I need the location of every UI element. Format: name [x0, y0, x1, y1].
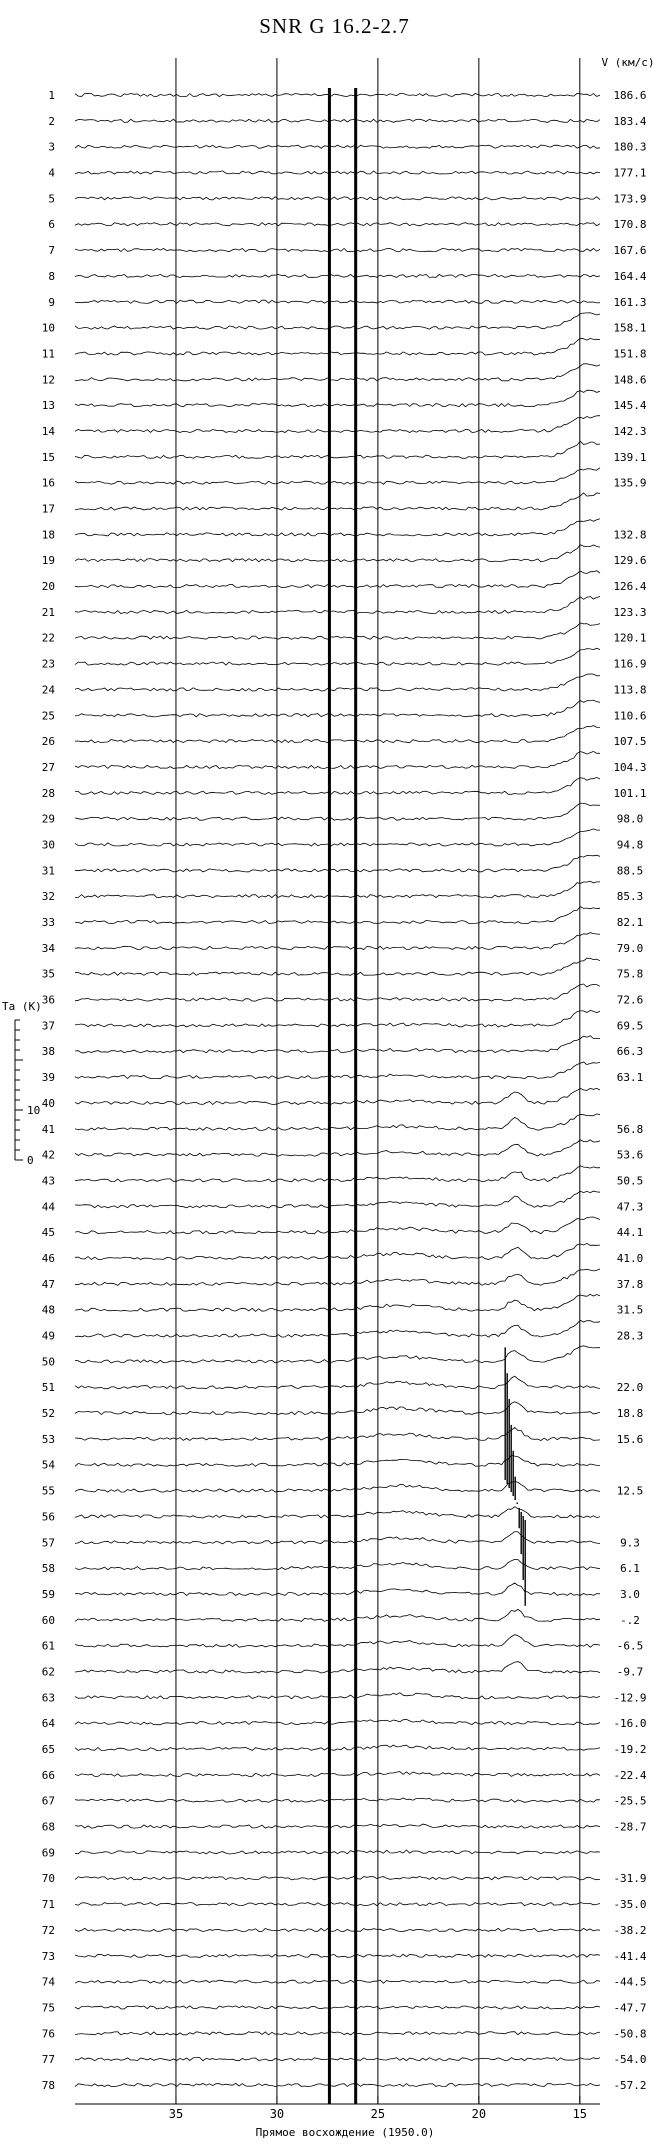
- velocity-label-73: -41.4: [613, 1949, 647, 1963]
- row-number-63: 63: [41, 1691, 55, 1705]
- velocity-label-26: 107.5: [613, 735, 647, 749]
- row-number-65: 65: [41, 1743, 55, 1757]
- spectrum-row-27: [75, 751, 600, 768]
- velocity-label-61: -6.5: [616, 1639, 644, 1653]
- row-number-7: 7: [48, 244, 55, 258]
- spectrum-row-15: [75, 441, 600, 458]
- row-number-23: 23: [41, 657, 55, 671]
- ta-scale-tick-label-0: 0: [27, 1154, 34, 1167]
- spectrum-row-16: [75, 468, 600, 484]
- spectrum-row-74: [75, 1980, 600, 1983]
- spectrum-row-21: [75, 597, 600, 614]
- spectrum-row-26: [75, 726, 600, 743]
- spectrum-row-28: [75, 777, 600, 794]
- row-number-69: 69: [41, 1846, 55, 1860]
- velocity-label-7: 167.6: [613, 244, 647, 258]
- spectrum-row-78: [75, 2083, 600, 2086]
- row-number-59: 59: [41, 1587, 55, 1601]
- spectrum-row-54: [75, 1455, 600, 1466]
- spectrum-row-66: [75, 1772, 600, 1777]
- row-number-54: 54: [41, 1458, 55, 1472]
- velocity-label-33: 82.1: [616, 916, 644, 930]
- velocity-label-78: -57.2: [613, 2079, 647, 2092]
- row-number-38: 38: [41, 1045, 55, 1059]
- velocity-label-10: 158.1: [613, 321, 647, 335]
- row-number-72: 72: [41, 1923, 55, 1937]
- spectrum-row-9: [75, 300, 600, 303]
- spectrum-row-70: [75, 1876, 600, 1879]
- velocity-label-35: 75.8: [616, 967, 644, 981]
- spectrum-row-33: [75, 907, 600, 924]
- row-number-1: 1: [48, 89, 55, 102]
- velocity-label-47: 37.8: [616, 1277, 644, 1291]
- row-number-61: 61: [41, 1639, 55, 1653]
- row-number-56: 56: [41, 1510, 55, 1524]
- velocity-labels: [613, 89, 646, 2092]
- velocity-label-44: 47.3: [616, 1200, 644, 1214]
- row-number-14: 14: [41, 424, 55, 438]
- spectrum-row-40: [75, 1088, 600, 1104]
- spectrum-row-64: [75, 1719, 600, 1724]
- velocity-label-32: 85.3: [616, 890, 644, 904]
- spectrum-row-44: [75, 1191, 600, 1208]
- velocity-label-68: -28.7: [613, 1820, 647, 1834]
- row-number-60: 60: [41, 1613, 55, 1627]
- spectrum-row-1: [75, 93, 600, 96]
- row-number-26: 26: [41, 735, 55, 749]
- row-number-17: 17: [41, 502, 55, 516]
- velocity-label-6: 170.8: [613, 218, 647, 232]
- spectrum-row-68: [75, 1824, 600, 1828]
- spectrum-row-10: [75, 313, 600, 329]
- spectrum-row-45: [75, 1217, 600, 1234]
- spectrum-row-65: [75, 1745, 600, 1751]
- spectrum-row-20: [75, 571, 600, 588]
- velocity-label-16: 135.9: [613, 476, 647, 490]
- velocity-label-22: 120.1: [613, 631, 647, 645]
- velocity-label-2: 183.4: [613, 114, 647, 128]
- spectrum-row-31: [75, 855, 600, 872]
- row-number-36: 36: [41, 993, 55, 1007]
- spectrum-row-18: [75, 519, 600, 536]
- spectrum-row-12: [75, 364, 600, 381]
- row-number-10: 10: [41, 321, 55, 335]
- vertical-grid-lines: [176, 58, 580, 2104]
- velocity-label-31: 88.5: [616, 864, 644, 878]
- velocity-label-12: 148.6: [613, 373, 647, 387]
- ta-scale-label: Ta (K): [2, 1000, 42, 1013]
- row-number-16: 16: [41, 476, 55, 490]
- velocity-label-63: -12.9: [613, 1691, 647, 1705]
- row-number-13: 13: [41, 399, 55, 413]
- spectrum-row-29: [75, 803, 600, 820]
- velocity-label-51: 22.0: [616, 1381, 644, 1395]
- spectrum-row-77: [75, 2058, 600, 2061]
- velocity-label-64: -16.0: [613, 1717, 647, 1731]
- velocity-label-9: 161.3: [613, 295, 647, 309]
- row-number-77: 77: [41, 2053, 55, 2067]
- velocity-label-48: 31.5: [616, 1303, 644, 1317]
- row-number-6: 6: [48, 218, 55, 232]
- spectrum-row-43: [75, 1166, 600, 1182]
- row-number-4: 4: [48, 166, 55, 180]
- velocity-label-21: 123.3: [613, 605, 647, 619]
- velocity-label-38: 66.3: [616, 1045, 644, 1059]
- spectrum-row-50: [75, 1346, 600, 1363]
- spectrum-row-71: [75, 1903, 600, 1906]
- spectrum-row-14: [75, 416, 600, 433]
- velocity-label-72: -38.2: [613, 1923, 647, 1937]
- x-axis-label: Прямое восхождение (1950.0): [255, 2126, 435, 2139]
- velocity-label-41: 56.8: [616, 1122, 644, 1136]
- spectrum-row-3: [75, 145, 600, 148]
- row-number-68: 68: [41, 1820, 55, 1834]
- row-number-18: 18: [41, 528, 55, 542]
- spectrum-row-72: [75, 1928, 600, 1931]
- spectrum-row-34: [75, 933, 600, 950]
- spectrum-row-5: [75, 197, 600, 200]
- row-number-75: 75: [41, 2001, 55, 2015]
- velocity-label-23: 116.9: [613, 657, 647, 671]
- row-number-32: 32: [41, 890, 55, 904]
- row-number-37: 37: [41, 1019, 55, 1033]
- spectrum-row-52: [75, 1402, 600, 1415]
- velocity-label-71: -35.0: [613, 1898, 647, 1912]
- spectrum-row-63: [75, 1693, 600, 1699]
- row-number-41: 41: [41, 1122, 55, 1136]
- row-number-9: 9: [48, 295, 55, 309]
- row-number-28: 28: [41, 786, 55, 800]
- velocity-label-57: 9.3: [620, 1536, 640, 1550]
- row-number-21: 21: [41, 605, 55, 619]
- velocity-label-3: 180.3: [613, 140, 647, 154]
- row-number-20: 20: [41, 580, 55, 594]
- spectrum-row-17: [75, 493, 600, 510]
- ta-scale-tick-label-10: 10: [27, 1104, 41, 1117]
- row-number-27: 27: [41, 760, 55, 774]
- spectrum-row-76: [75, 2032, 600, 2035]
- row-number-43: 43: [41, 1174, 55, 1188]
- row-number-55: 55: [41, 1484, 55, 1498]
- row-number-76: 76: [41, 2027, 55, 2041]
- row-number-64: 64: [41, 1717, 55, 1731]
- spectrum-row-13: [75, 390, 600, 407]
- spectrum-row-37: [75, 1010, 600, 1027]
- spectrum-row-2: [75, 119, 600, 122]
- velocity-label-15: 139.1: [613, 450, 647, 464]
- row-number-51: 51: [41, 1381, 55, 1395]
- row-number-67: 67: [41, 1794, 55, 1808]
- row-number-11: 11: [41, 347, 55, 361]
- x-tick-label-20: 20: [471, 2107, 487, 2121]
- x-tick-label-15: 15: [572, 2107, 588, 2121]
- velocity-label-42: 53.6: [616, 1148, 644, 1162]
- velocity-label-60: -.2: [620, 1613, 640, 1627]
- row-number-47: 47: [41, 1277, 55, 1291]
- row-number-66: 66: [41, 1768, 55, 1782]
- row-number-58: 58: [41, 1562, 55, 1576]
- velocity-label-19: 129.6: [613, 554, 647, 568]
- x-tick-label-25: 25: [370, 2107, 386, 2121]
- spectrum-row-23: [75, 648, 600, 665]
- velocity-label-70: -31.9: [613, 1872, 647, 1886]
- row-number-74: 74: [41, 1975, 55, 1989]
- spectrum-row-8: [75, 274, 600, 277]
- velocity-label-11: 151.8: [613, 347, 647, 361]
- velocity-label-13: 145.4: [613, 399, 647, 413]
- spectrum-row-53: [75, 1428, 600, 1441]
- velocity-label-55: 12.5: [616, 1484, 644, 1498]
- row-number-45: 45: [41, 1226, 55, 1240]
- velocity-label-43: 50.5: [616, 1174, 644, 1188]
- velocity-label-53: 15.6: [616, 1432, 644, 1446]
- spectrum-row-41: [75, 1114, 600, 1131]
- ta-scale-bar: [2, 1000, 42, 1167]
- spectrum-row-42: [75, 1140, 600, 1156]
- velocity-header: V (км/с): [601, 56, 655, 69]
- row-number-50: 50: [41, 1355, 55, 1369]
- row-number-5: 5: [48, 192, 55, 206]
- row-number-46: 46: [41, 1251, 55, 1265]
- spectrum-row-22: [75, 623, 600, 639]
- velocity-label-74: -44.5: [613, 1975, 647, 1989]
- velocity-label-52: 18.8: [616, 1407, 644, 1421]
- velocity-label-4: 177.1: [613, 166, 647, 180]
- velocity-label-62: -9.7: [616, 1665, 644, 1679]
- velocity-label-58: 6.1: [620, 1562, 640, 1576]
- velocity-label-25: 110.6: [613, 709, 647, 723]
- spectrum-row-60: [75, 1609, 600, 1621]
- velocity-label-8: 164.4: [613, 269, 647, 283]
- velocity-label-39: 63.1: [616, 1071, 644, 1085]
- row-number-78: 78: [41, 2079, 55, 2092]
- velocity-label-37: 69.5: [616, 1019, 644, 1033]
- spectrum-row-47: [75, 1269, 600, 1285]
- velocity-label-34: 79.0: [616, 941, 644, 955]
- row-number-12: 12: [41, 373, 55, 387]
- spectrum-row-38: [75, 1036, 600, 1053]
- row-number-24: 24: [41, 683, 55, 697]
- spectrum-row-58: [75, 1559, 600, 1569]
- row-number-49: 49: [41, 1329, 55, 1343]
- row-number-44: 44: [41, 1200, 55, 1214]
- spectrum-row-36: [75, 984, 600, 1001]
- velocity-label-66: -22.4: [613, 1768, 647, 1782]
- row-number-48: 48: [41, 1303, 55, 1317]
- row-number-52: 52: [41, 1407, 55, 1421]
- spectrum-row-32: [75, 881, 600, 898]
- row-number-labels: [42, 89, 56, 2092]
- spectrum-row-49: [75, 1320, 600, 1337]
- row-number-15: 15: [41, 450, 55, 464]
- velocity-label-14: 142.3: [613, 424, 647, 438]
- spectrum-row-4: [75, 171, 600, 174]
- velocity-label-20: 126.4: [613, 580, 647, 594]
- spectrum-row-24: [75, 674, 600, 691]
- spectrum-row-19: [75, 545, 600, 562]
- row-number-3: 3: [48, 140, 55, 154]
- row-number-29: 29: [41, 812, 55, 826]
- x-tick-label-35: 35: [168, 2107, 184, 2121]
- row-number-34: 34: [41, 941, 55, 955]
- row-number-8: 8: [48, 269, 55, 283]
- row-number-35: 35: [41, 967, 55, 981]
- row-number-53: 53: [41, 1432, 55, 1446]
- velocity-label-1: 186.6: [613, 89, 647, 102]
- velocity-label-65: -19.2: [613, 1743, 647, 1757]
- chart-title: SNR G 16.2-2.7: [259, 14, 410, 38]
- row-number-70: 70: [41, 1872, 55, 1886]
- spectrum-row-67: [75, 1798, 600, 1802]
- velocity-label-59: 3.0: [620, 1587, 640, 1601]
- row-number-25: 25: [41, 709, 55, 723]
- velocity-label-77: -54.0: [613, 2053, 647, 2067]
- row-number-2: 2: [48, 114, 55, 128]
- spectrum-row-69: [75, 1850, 600, 1854]
- velocity-label-27: 104.3: [613, 760, 647, 774]
- row-number-73: 73: [41, 1949, 55, 1963]
- velocity-label-76: -50.8: [613, 2027, 647, 2041]
- row-number-22: 22: [41, 631, 55, 645]
- spectrum-row-73: [75, 1954, 600, 1957]
- velocity-label-28: 101.1: [613, 786, 647, 800]
- row-number-40: 40: [41, 1096, 55, 1110]
- spectrum-row-39: [75, 1062, 600, 1079]
- row-number-42: 42: [41, 1148, 55, 1162]
- row-number-71: 71: [41, 1898, 55, 1912]
- spectrum-row-11: [75, 338, 600, 355]
- velocity-label-67: -25.5: [613, 1794, 647, 1808]
- velocity-label-24: 113.8: [613, 683, 647, 697]
- row-number-31: 31: [41, 864, 55, 878]
- spectrum-row-6: [75, 223, 600, 226]
- velocity-label-30: 94.8: [616, 838, 644, 852]
- velocity-label-36: 72.6: [616, 993, 644, 1007]
- row-number-33: 33: [41, 916, 55, 930]
- velocity-label-49: 28.3: [616, 1329, 644, 1343]
- velocity-label-5: 173.9: [613, 192, 647, 206]
- spectrum-row-7: [75, 249, 600, 252]
- spectrum-traces: [75, 93, 600, 2086]
- row-number-30: 30: [41, 838, 55, 852]
- spectrum-row-46: [75, 1243, 600, 1259]
- spectrum-row-59: [75, 1583, 600, 1596]
- velocity-label-18: 132.8: [613, 528, 647, 542]
- spectrum-row-75: [75, 2006, 600, 2009]
- spectrum-row-61: [75, 1635, 600, 1648]
- velocity-label-45: 44.1: [616, 1226, 644, 1240]
- spectrum-row-30: [75, 829, 600, 846]
- spectrum-row-25: [75, 700, 600, 717]
- row-number-19: 19: [41, 554, 55, 568]
- row-number-57: 57: [41, 1536, 55, 1550]
- spectrum-row-48: [75, 1294, 600, 1311]
- spectrum-row-35: [75, 958, 600, 975]
- spectrum-row-62: [75, 1662, 600, 1674]
- velocity-label-75: -47.7: [613, 2001, 647, 2015]
- x-tick-label-30: 30: [269, 2107, 285, 2121]
- spectrum-row-55: [75, 1481, 600, 1492]
- row-number-39: 39: [41, 1071, 55, 1085]
- x-axis-ticks: [75, 2096, 600, 2121]
- row-number-62: 62: [41, 1665, 55, 1679]
- velocity-label-46: 41.0: [616, 1251, 644, 1265]
- spectrum-row-51: [75, 1376, 600, 1389]
- velocity-label-29: 98.0: [616, 812, 644, 826]
